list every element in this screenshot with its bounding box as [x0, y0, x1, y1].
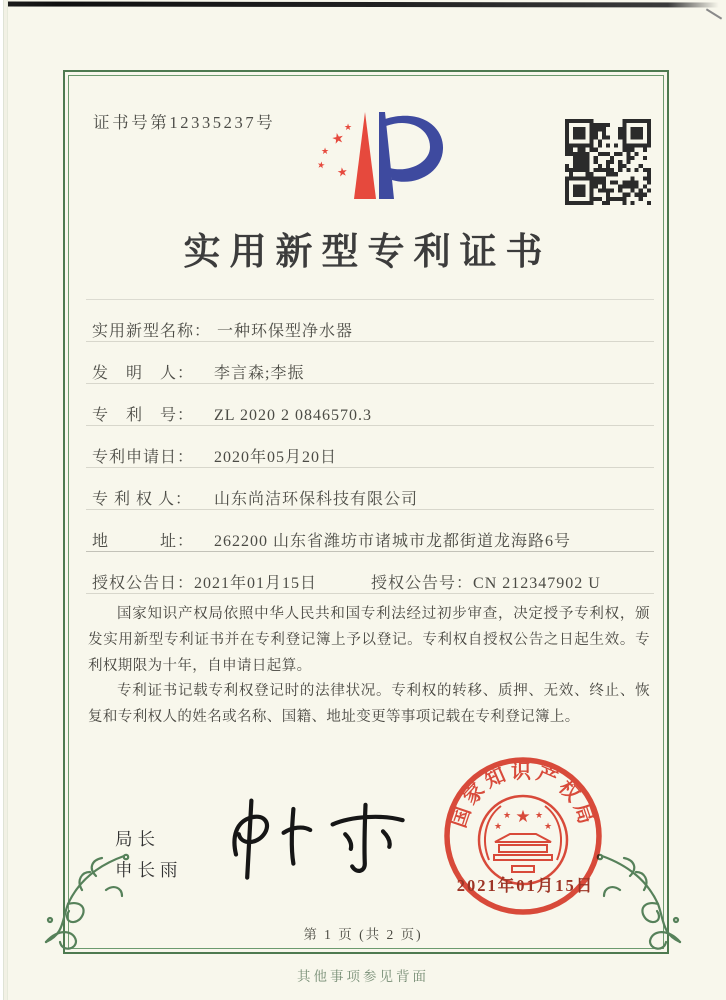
field-value: 一种环保型净水器 [217, 323, 354, 340]
back-note: 其他事项参见背面 [297, 969, 429, 984]
field-row [92, 360, 652, 402]
page-footer: 第 1 页 (共 2 页) [303, 927, 423, 942]
signature-handwriting [215, 788, 425, 886]
national-emblem [479, 796, 567, 884]
field-label: 地 址： [92, 533, 195, 550]
cnipa-logo-graphic [292, 106, 454, 218]
field-row [92, 402, 652, 444]
signer-name: 申长雨 [115, 860, 183, 880]
field-label: 专 利 号： [92, 407, 195, 424]
field-value: 李言森;李振 [214, 365, 305, 382]
body-paragraph-1: 国家知识产权局依照中华人民共和国专利法经过初步审查，决定授予专利权，颁发实用新型专利证书并在专利登记簿上予以登记。专利权自授权公告之日起生效。专利权期限为十年，自申请日起算。 [88, 606, 650, 674]
official-seal [435, 752, 615, 942]
field-value: 2020年05月20日 [214, 449, 338, 466]
body-paragraph-2: 专利证书记载专利权登记时的法律状况。专利权的转移、质押、无效、终止、恢复和专利权人的姓名或名称、国籍、地址变更等事项记载在专利登记簿上。 [88, 683, 650, 726]
emblem-small-star-icon: ★ [493, 821, 503, 831]
field-row [92, 528, 652, 570]
logo-star-icon: ★ [321, 146, 330, 156]
field-value: 山东尚洁环保科技有限公司 [214, 491, 419, 508]
seal-date: 2021年01月15日 [456, 876, 595, 895]
emblem-small-star-icon: ★ [502, 810, 512, 820]
logo-star-icon: ★ [316, 159, 326, 171]
field-row [92, 318, 652, 360]
scan-artifact-left-edge [0, 0, 9, 1000]
emblem-gate-base [494, 855, 552, 860]
emblem-gate-wall [499, 845, 547, 852]
emblem-small-star-icon: ★ [543, 821, 553, 831]
field-value: 262200 山东省潍坊市诸城市龙都街道龙海路6号 [214, 533, 572, 550]
scan-artifact-corner-tick [706, 8, 722, 19]
logo-star-icon: ★ [330, 130, 346, 149]
field-row [92, 444, 652, 486]
cnipa-logo [292, 106, 454, 218]
logo-blue-bowl [385, 116, 443, 182]
emblem-small-star-icon: ★ [534, 810, 544, 820]
field-label: 发 明 人： [92, 365, 195, 382]
fields [92, 318, 652, 570]
grant-no-label: 授权公告号： [371, 575, 474, 592]
cert-number: 证书号第12335237号 [93, 113, 276, 132]
signer-title: 局长 [115, 829, 160, 849]
logo-star-icon: ★ [336, 164, 349, 180]
emblem-big-star-icon: ★ [515, 807, 531, 826]
field-label: 专 利 权 人： [92, 491, 193, 508]
logo-star-icon: ★ [344, 122, 353, 132]
grant-date-value: 2021年01月15日 [194, 575, 318, 592]
field-value: ZL 2020 2 0846570.3 [214, 407, 372, 424]
field-label: 专利申请日： [92, 449, 195, 466]
qr-code [565, 119, 651, 205]
field-row [92, 486, 652, 528]
certificate-title: 实用新型专利证书 [183, 232, 552, 273]
grant-no-value: CN 212347902 U [473, 575, 601, 592]
emblem-gate-roof [495, 834, 551, 842]
scan-artifact-top-bar [0, 1, 726, 7]
grant-date-label: 授权公告日： [92, 575, 195, 592]
body-text [88, 602, 650, 731]
field-label: 实用新型名称： [92, 323, 212, 340]
seal-arc-text: 国家知识产权局 [448, 761, 598, 831]
logo-red-obelisk [354, 112, 376, 199]
